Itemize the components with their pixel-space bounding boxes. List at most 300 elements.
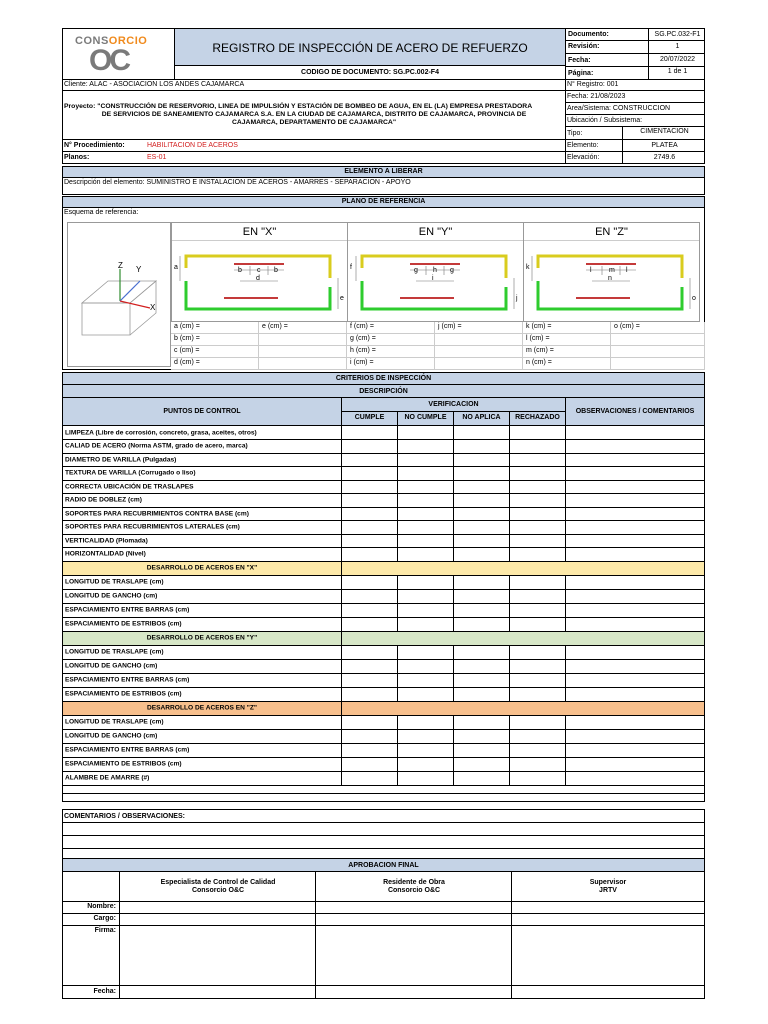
check-no-cumple[interactable] — [398, 744, 454, 757]
dimension-cell[interactable] — [171, 322, 259, 334]
proyecto-line-1: Proyecto: "CONSTRUCCIÓN DE RESERVORIO, LINEA DE IMPULSIÓN Y ESTACIÓN DE BOMBEO DE AGUA, EN EL (LA) EMPRESA PRESTADORA — [64, 103, 533, 110]
check-no-aplica[interactable] — [454, 646, 510, 659]
check-no-aplica[interactable] — [454, 744, 510, 757]
criteria-row — [62, 772, 705, 786]
check-no-cumple[interactable] — [398, 508, 454, 521]
check-no-aplica[interactable] — [454, 618, 510, 631]
tipo-row — [565, 126, 705, 140]
registro-text: N° Registro: 001 — [567, 81, 619, 88]
criteria-label: LONGITUD DE TRASLAPE (cm) — [65, 578, 164, 586]
criteria-label-cell — [63, 660, 342, 673]
dimension-cell[interactable] — [523, 322, 611, 334]
elemento-value: PLATEA — [651, 142, 678, 149]
criteria-label-cell — [63, 646, 342, 659]
observacion-cell[interactable] — [566, 688, 704, 701]
observacion-cell[interactable] — [566, 646, 704, 659]
dimension-label: m (cm) = — [526, 347, 554, 354]
meta-label: Revisión: — [568, 43, 600, 50]
check-cumple[interactable] — [342, 618, 398, 631]
check-rechazado[interactable] — [510, 674, 566, 687]
observacion-cell[interactable] — [566, 744, 704, 757]
dim-label: i — [432, 275, 434, 282]
meta-value: SG.PC.032-F1 — [654, 31, 701, 38]
check-cumple[interactable] — [342, 454, 398, 467]
comentarios-header — [62, 809, 705, 823]
observacion-cell[interactable] — [566, 660, 704, 673]
check-no-aplica[interactable] — [454, 716, 510, 729]
criteria-row — [62, 521, 705, 535]
criteria-row — [62, 716, 705, 730]
section-fill — [342, 562, 704, 575]
observacion-cell[interactable] — [566, 590, 704, 603]
blank-row[interactable] — [62, 786, 705, 794]
check-no-cumple[interactable] — [398, 481, 454, 494]
procedimiento-label: N° Procedimiento: — [64, 142, 125, 149]
col-rechazado-label: RECHAZADO — [515, 414, 560, 421]
dimension-cell[interactable] — [523, 334, 611, 346]
nombre-row[interactable] — [63, 902, 704, 914]
area-text: Area/Sistema: CONSTRUCCION — [567, 105, 671, 112]
dimension-cell[interactable] — [523, 346, 611, 358]
observacion-cell[interactable] — [566, 604, 704, 617]
check-rechazado[interactable] — [510, 730, 566, 743]
dim-label: b — [238, 267, 242, 274]
dimension-label: n (cm) = — [526, 359, 552, 366]
criteria-label: TEXTURA DE VARILLA (Corrugado o liso) — [65, 469, 196, 477]
criteria-row — [62, 688, 705, 702]
observacion-cell[interactable] — [566, 758, 704, 771]
dimension-cell[interactable] — [259, 322, 347, 334]
criteria-label-cell — [63, 688, 342, 701]
check-cumple[interactable] — [342, 494, 398, 507]
check-no-cumple[interactable] — [398, 758, 454, 771]
check-cumple[interactable] — [342, 758, 398, 771]
section-title: DESARROLLO DE ACEROS EN "Y" — [146, 634, 258, 642]
check-rechazado[interactable] — [510, 758, 566, 771]
dimension-cell[interactable] — [171, 346, 259, 358]
dim-right-label: j — [516, 295, 518, 302]
criteria-row — [62, 590, 705, 604]
document-meta — [565, 28, 705, 80]
criteria-row — [62, 481, 705, 495]
check-cumple[interactable] — [342, 576, 398, 589]
dim-left-label: f — [350, 264, 352, 271]
observacion-cell[interactable] — [566, 521, 704, 534]
check-no-aplica[interactable] — [454, 772, 510, 785]
dim-left-label: k — [526, 264, 530, 271]
fecha-text: Fecha: 21/08/2023 — [567, 93, 626, 100]
criteria-row — [62, 440, 705, 454]
check-no-cumple[interactable] — [398, 467, 454, 480]
check-rechazado[interactable] — [510, 604, 566, 617]
col-no-cumple — [398, 412, 454, 425]
observacion-cell[interactable] — [566, 716, 704, 729]
criteria-row — [62, 674, 705, 688]
dimension-cell[interactable] — [171, 358, 259, 370]
check-no-aplica[interactable] — [454, 660, 510, 673]
criteria-label-cell — [63, 494, 342, 507]
procedimiento-value: HABILITACION DE ACEROS — [147, 142, 238, 149]
check-cumple[interactable] — [342, 481, 398, 494]
criteria-label-cell — [63, 674, 342, 687]
col-rechazado — [510, 412, 566, 425]
check-no-cumple[interactable] — [398, 660, 454, 673]
col-cumple — [342, 412, 398, 425]
check-cumple[interactable] — [342, 660, 398, 673]
criteria-label-cell — [63, 454, 342, 467]
observacion-cell[interactable] — [566, 674, 704, 687]
meta-label: Documento: — [568, 31, 609, 38]
check-no-aplica[interactable] — [454, 494, 510, 507]
col-no-cumple-label: NO CUMPLE — [404, 414, 447, 421]
meta-value: 1 — [675, 43, 680, 50]
dimension-cell[interactable] — [611, 358, 705, 370]
criteria-label-cell — [63, 730, 342, 743]
criteria-label-cell — [63, 535, 342, 548]
dim-label: b — [274, 267, 278, 274]
dim-label: n — [608, 275, 612, 282]
criteria-row — [62, 467, 705, 481]
check-no-cumple[interactable] — [398, 716, 454, 729]
criteria-label: LONGITUD DE GANCHO (cm) — [65, 732, 158, 740]
check-no-cumple[interactable] — [398, 576, 454, 589]
criteria-label-cell — [63, 426, 342, 439]
check-rechazado[interactable] — [510, 508, 566, 521]
criteria-row — [62, 454, 705, 468]
check-cumple[interactable] — [342, 426, 398, 439]
meta-value: 20/07/2022 — [659, 56, 696, 63]
check-cumple[interactable] — [342, 716, 398, 729]
criteria-label-cell — [63, 758, 342, 771]
comentarios-title: COMENTARIOS / OBSERVACIONES: — [64, 813, 185, 820]
view-title: EN "Z" — [595, 226, 628, 238]
check-no-aplica[interactable] — [454, 590, 510, 603]
dimension-cell[interactable] — [611, 322, 705, 334]
criteria-label-cell — [63, 440, 342, 453]
observacion-cell[interactable] — [566, 535, 704, 548]
rebar-view — [347, 222, 524, 322]
dimension-label: o (cm) = — [614, 323, 640, 330]
dimension-cell[interactable] — [611, 334, 705, 346]
check-rechazado[interactable] — [510, 590, 566, 603]
dimension-cell[interactable] — [259, 358, 347, 370]
criteria-row — [62, 535, 705, 549]
cargo-row[interactable] — [63, 914, 704, 926]
signer-org: Consorcio O&C — [191, 887, 245, 894]
observacion-cell[interactable] — [566, 618, 704, 631]
criteria-label: CORRECTA UBICACIÓN DE TRASLAPES — [65, 483, 194, 491]
tipo-label: Tipo: — [567, 130, 583, 137]
dimension-cell[interactable] — [435, 322, 523, 334]
criteria-row — [62, 744, 705, 758]
dimension-label: b (cm) = — [174, 335, 200, 342]
cliente-text: Cliente: ALAC - ASOCIACION LOS ANDES CAJAMARCA — [64, 81, 245, 88]
criteria-row — [62, 758, 705, 772]
criteria-label: VERTICALIDAD (Plomada) — [65, 537, 148, 545]
firma-row[interactable] — [63, 926, 704, 986]
puntos-control-header — [63, 398, 342, 425]
check-no-aplica[interactable] — [454, 467, 510, 480]
criteria-label: SOPORTES PARA RECUBRIMIENTOS CONTRA BASE (cm) — [65, 510, 249, 518]
section-title: DESARROLLO DE ACEROS EN "Z" — [146, 704, 258, 712]
check-cumple[interactable] — [342, 548, 398, 561]
comentarios-line[interactable] — [62, 836, 705, 849]
observacion-cell[interactable] — [566, 508, 704, 521]
check-no-cumple[interactable] — [398, 454, 454, 467]
dimension-cell[interactable] — [523, 358, 611, 370]
check-cumple[interactable] — [342, 508, 398, 521]
check-rechazado[interactable] — [510, 716, 566, 729]
axis-z-label: Z — [118, 261, 123, 270]
check-no-aplica[interactable] — [454, 426, 510, 439]
dimension-cell[interactable] — [347, 358, 435, 370]
verificacion-header — [342, 398, 566, 412]
check-cumple[interactable] — [342, 688, 398, 701]
elevacion-label: Elevación: — [567, 154, 600, 161]
check-no-cumple[interactable] — [398, 730, 454, 743]
check-no-aplica[interactable] — [454, 521, 510, 534]
criteria-label: CALIAD DE ACERO (Norma ASTM, grado de acero, marca) — [65, 442, 248, 450]
check-rechazado[interactable] — [510, 467, 566, 480]
check-rechazado[interactable] — [510, 576, 566, 589]
check-no-cumple[interactable] — [398, 604, 454, 617]
dimension-label: h (cm) = — [350, 347, 376, 354]
dimension-cell[interactable] — [347, 334, 435, 346]
check-cumple[interactable] — [342, 535, 398, 548]
section-title-cell — [63, 632, 342, 645]
rebar-view — [171, 222, 348, 322]
check-no-cumple[interactable] — [398, 521, 454, 534]
check-no-cumple[interactable] — [398, 440, 454, 453]
comentarios-line[interactable] — [62, 823, 705, 836]
check-no-cumple[interactable] — [398, 548, 454, 561]
meta-row — [565, 66, 705, 80]
criteria-label: LIMPEZA (Libre de corrosión, concreto, grasa, aceites, otros) — [65, 429, 257, 436]
observacion-cell[interactable] — [566, 481, 704, 494]
section-title: DESARROLLO DE ACEROS EN "X" — [146, 564, 258, 572]
section-fill — [342, 702, 704, 715]
ubicacion-text: Ubicación / Subsistema: — [567, 117, 643, 124]
observacion-cell[interactable] — [566, 440, 704, 453]
check-no-aplica[interactable] — [454, 674, 510, 687]
dimension-cell[interactable] — [347, 322, 435, 334]
dimension-cell[interactable] — [435, 358, 523, 370]
signer-role: Especialista de Control de Calidad — [160, 879, 276, 886]
criteria-label: ESPACIAMIENTO DE ESTRIBOS (cm) — [65, 690, 182, 698]
dimension-label: e (cm) = — [262, 323, 288, 330]
check-no-cumple[interactable] — [398, 535, 454, 548]
signer-org: Consorcio O&C — [387, 887, 441, 894]
check-no-aplica[interactable] — [454, 548, 510, 561]
dimension-cell[interactable] — [171, 334, 259, 346]
blank-row[interactable] — [62, 794, 705, 802]
fecha-label: Fecha: — [93, 988, 116, 995]
meta-row — [565, 53, 705, 67]
proyecto-line-2: DE SERVICIOS DE SANEAMIENTO CAJAMARCA S.A. EN LA CIUDAD DE CAJAMARCA, DISTRITO DE CAJAMARCA, PROVINCIA DE — [101, 111, 527, 118]
check-cumple[interactable] — [342, 604, 398, 617]
criterios-col-header — [62, 397, 705, 426]
plano-referencia-title: PLANO DE REFERENCIA — [341, 198, 426, 205]
axis-diagram-box — [67, 222, 171, 367]
check-no-aplica[interactable] — [454, 508, 510, 521]
axis-diagram — [68, 223, 170, 366]
axis-x-label: X — [150, 303, 156, 312]
check-no-aplica[interactable] — [454, 758, 510, 771]
dim-left-label: a — [174, 264, 178, 271]
check-no-aplica[interactable] — [454, 440, 510, 453]
check-rechazado[interactable] — [510, 440, 566, 453]
check-rechazado[interactable] — [510, 454, 566, 467]
observacion-cell[interactable] — [566, 494, 704, 507]
check-no-aplica[interactable] — [454, 576, 510, 589]
dim-label: g — [450, 267, 454, 274]
check-cumple[interactable] — [342, 440, 398, 453]
criterios-title: CRITERIOS DE INSPECCIÓN — [335, 375, 432, 382]
col-no-aplica — [454, 412, 510, 425]
logo-text-2: ORCIO — [108, 35, 148, 47]
dimension-cell[interactable] — [347, 346, 435, 358]
check-cumple[interactable] — [342, 674, 398, 687]
check-no-cumple[interactable] — [398, 590, 454, 603]
aprobacion-title: APROBACION FINAL — [348, 862, 419, 869]
check-no-cumple[interactable] — [398, 688, 454, 701]
elevacion-value: 2749.6 — [653, 154, 676, 161]
dimension-label: g (cm) = — [350, 335, 376, 342]
criteria-label: ALAMBRE DE AMARRE (#) — [65, 774, 150, 782]
document-title: REGISTRO DE INSPECCIÓN DE ACERO DE REFUERZO — [212, 41, 528, 55]
check-cumple[interactable] — [342, 521, 398, 534]
criteria-label-cell — [63, 744, 342, 757]
check-no-aplica[interactable] — [454, 454, 510, 467]
criteria-row — [62, 508, 705, 522]
section-title-cell — [63, 702, 342, 715]
check-cumple[interactable] — [342, 467, 398, 480]
check-no-cumple[interactable] — [398, 772, 454, 785]
check-rechazado[interactable] — [510, 426, 566, 439]
meta-value: 1 de 1 — [667, 68, 688, 75]
check-cumple[interactable] — [342, 772, 398, 785]
check-cumple[interactable] — [342, 744, 398, 757]
section-title-cell — [63, 562, 342, 575]
criteria-label-cell — [63, 548, 342, 561]
dimension-label: i (cm) = — [350, 359, 374, 366]
proyecto-box — [62, 90, 566, 140]
dim-label: l — [590, 267, 592, 274]
check-rechazado[interactable] — [510, 772, 566, 785]
observaciones-title: OBSERVACIONES / COMENTARIOS — [575, 408, 695, 415]
observaciones-header — [566, 398, 704, 425]
criteria-label-cell — [63, 481, 342, 494]
col-no-aplica-label: NO APLICA — [462, 414, 501, 421]
observacion-cell[interactable] — [566, 576, 704, 589]
dim-label: m — [609, 267, 615, 274]
observacion-cell[interactable] — [566, 772, 704, 785]
dimension-label: f (cm) = — [350, 323, 374, 330]
criteria-row — [62, 646, 705, 660]
check-no-aplica[interactable] — [454, 481, 510, 494]
section-fill — [342, 632, 704, 645]
document-code-box — [174, 65, 566, 80]
dimension-label: c (cm) = — [174, 347, 200, 354]
observacion-cell[interactable] — [566, 454, 704, 467]
check-cumple[interactable] — [342, 730, 398, 743]
view-title: EN "Y" — [418, 226, 453, 238]
view-title: EN "X" — [242, 226, 277, 238]
check-rechazado[interactable] — [510, 535, 566, 548]
dim-label: c — [257, 267, 261, 274]
section-header — [62, 562, 705, 576]
puntos-control-title: PUNTOS DE CONTROL — [163, 408, 241, 415]
dim-label: d — [256, 275, 260, 282]
meta-label: Fecha: — [568, 57, 591, 64]
check-cumple[interactable] — [342, 646, 398, 659]
meta-label: Página: — [568, 70, 594, 77]
check-rechazado[interactable] — [510, 481, 566, 494]
check-no-cumple[interactable] — [398, 646, 454, 659]
firma-label: Firma: — [94, 927, 116, 934]
dimension-cell[interactable] — [435, 334, 523, 346]
criteria-row — [62, 604, 705, 618]
criteria-label-cell — [63, 467, 342, 480]
col-cumple-label: CUMPLE — [354, 414, 385, 421]
criteria-label: LONGITUD DE TRASLAPE (cm) — [65, 718, 164, 726]
dimension-cell[interactable] — [435, 346, 523, 358]
dimension-cell[interactable] — [611, 346, 705, 358]
elevacion-value-cell — [622, 152, 706, 164]
document-code: CODIGO DE DOCUMENTO: SG.PC.002-F4 — [301, 69, 439, 76]
check-cumple[interactable] — [342, 590, 398, 603]
check-rechazado[interactable] — [510, 688, 566, 701]
observacion-cell[interactable] — [566, 426, 704, 439]
planos-label: Planos: — [64, 154, 90, 161]
check-rechazado[interactable] — [510, 494, 566, 507]
dimension-label: d (cm) = — [174, 359, 200, 366]
verificacion-title: VERIFICACION — [428, 401, 479, 408]
check-no-aplica[interactable] — [454, 730, 510, 743]
check-no-aplica[interactable] — [454, 604, 510, 617]
criteria-label: ESPACIAMIENTO ENTRE BARRAS (cm) — [65, 676, 190, 684]
check-no-cumple[interactable] — [398, 618, 454, 631]
criteria-label: LONGITUD DE GANCHO (cm) — [65, 592, 158, 600]
observacion-cell[interactable] — [566, 730, 704, 743]
check-rechazado[interactable] — [510, 744, 566, 757]
observacion-cell[interactable] — [566, 467, 704, 480]
check-no-aplica[interactable] — [454, 535, 510, 548]
check-rechazado[interactable] — [510, 521, 566, 534]
check-rechazado[interactable] — [510, 548, 566, 561]
planos-row — [62, 151, 566, 164]
criteria-label-cell — [63, 618, 342, 631]
check-no-cumple[interactable] — [398, 494, 454, 507]
logo-mark: OC — [89, 44, 128, 77]
dimension-cell[interactable] — [259, 334, 347, 346]
check-no-cumple[interactable] — [398, 674, 454, 687]
check-no-aplica[interactable] — [454, 688, 510, 701]
signer-org: JRTV — [599, 887, 617, 894]
observacion-cell[interactable] — [566, 548, 704, 561]
aprobacion-table — [62, 871, 705, 999]
check-rechazado[interactable] — [510, 646, 566, 659]
criteria-label: ESPACIAMIENTO DE ESTRIBOS (cm) — [65, 760, 182, 768]
criteria-label: LONGITUD DE GANCHO (cm) — [65, 662, 158, 670]
check-no-cumple[interactable] — [398, 426, 454, 439]
check-rechazado[interactable] — [510, 660, 566, 673]
criteria-row — [62, 426, 705, 440]
dimension-cell[interactable] — [259, 346, 347, 358]
check-rechazado[interactable] — [510, 618, 566, 631]
dimension-label: j (cm) = — [438, 323, 462, 330]
logo-box — [62, 28, 175, 80]
